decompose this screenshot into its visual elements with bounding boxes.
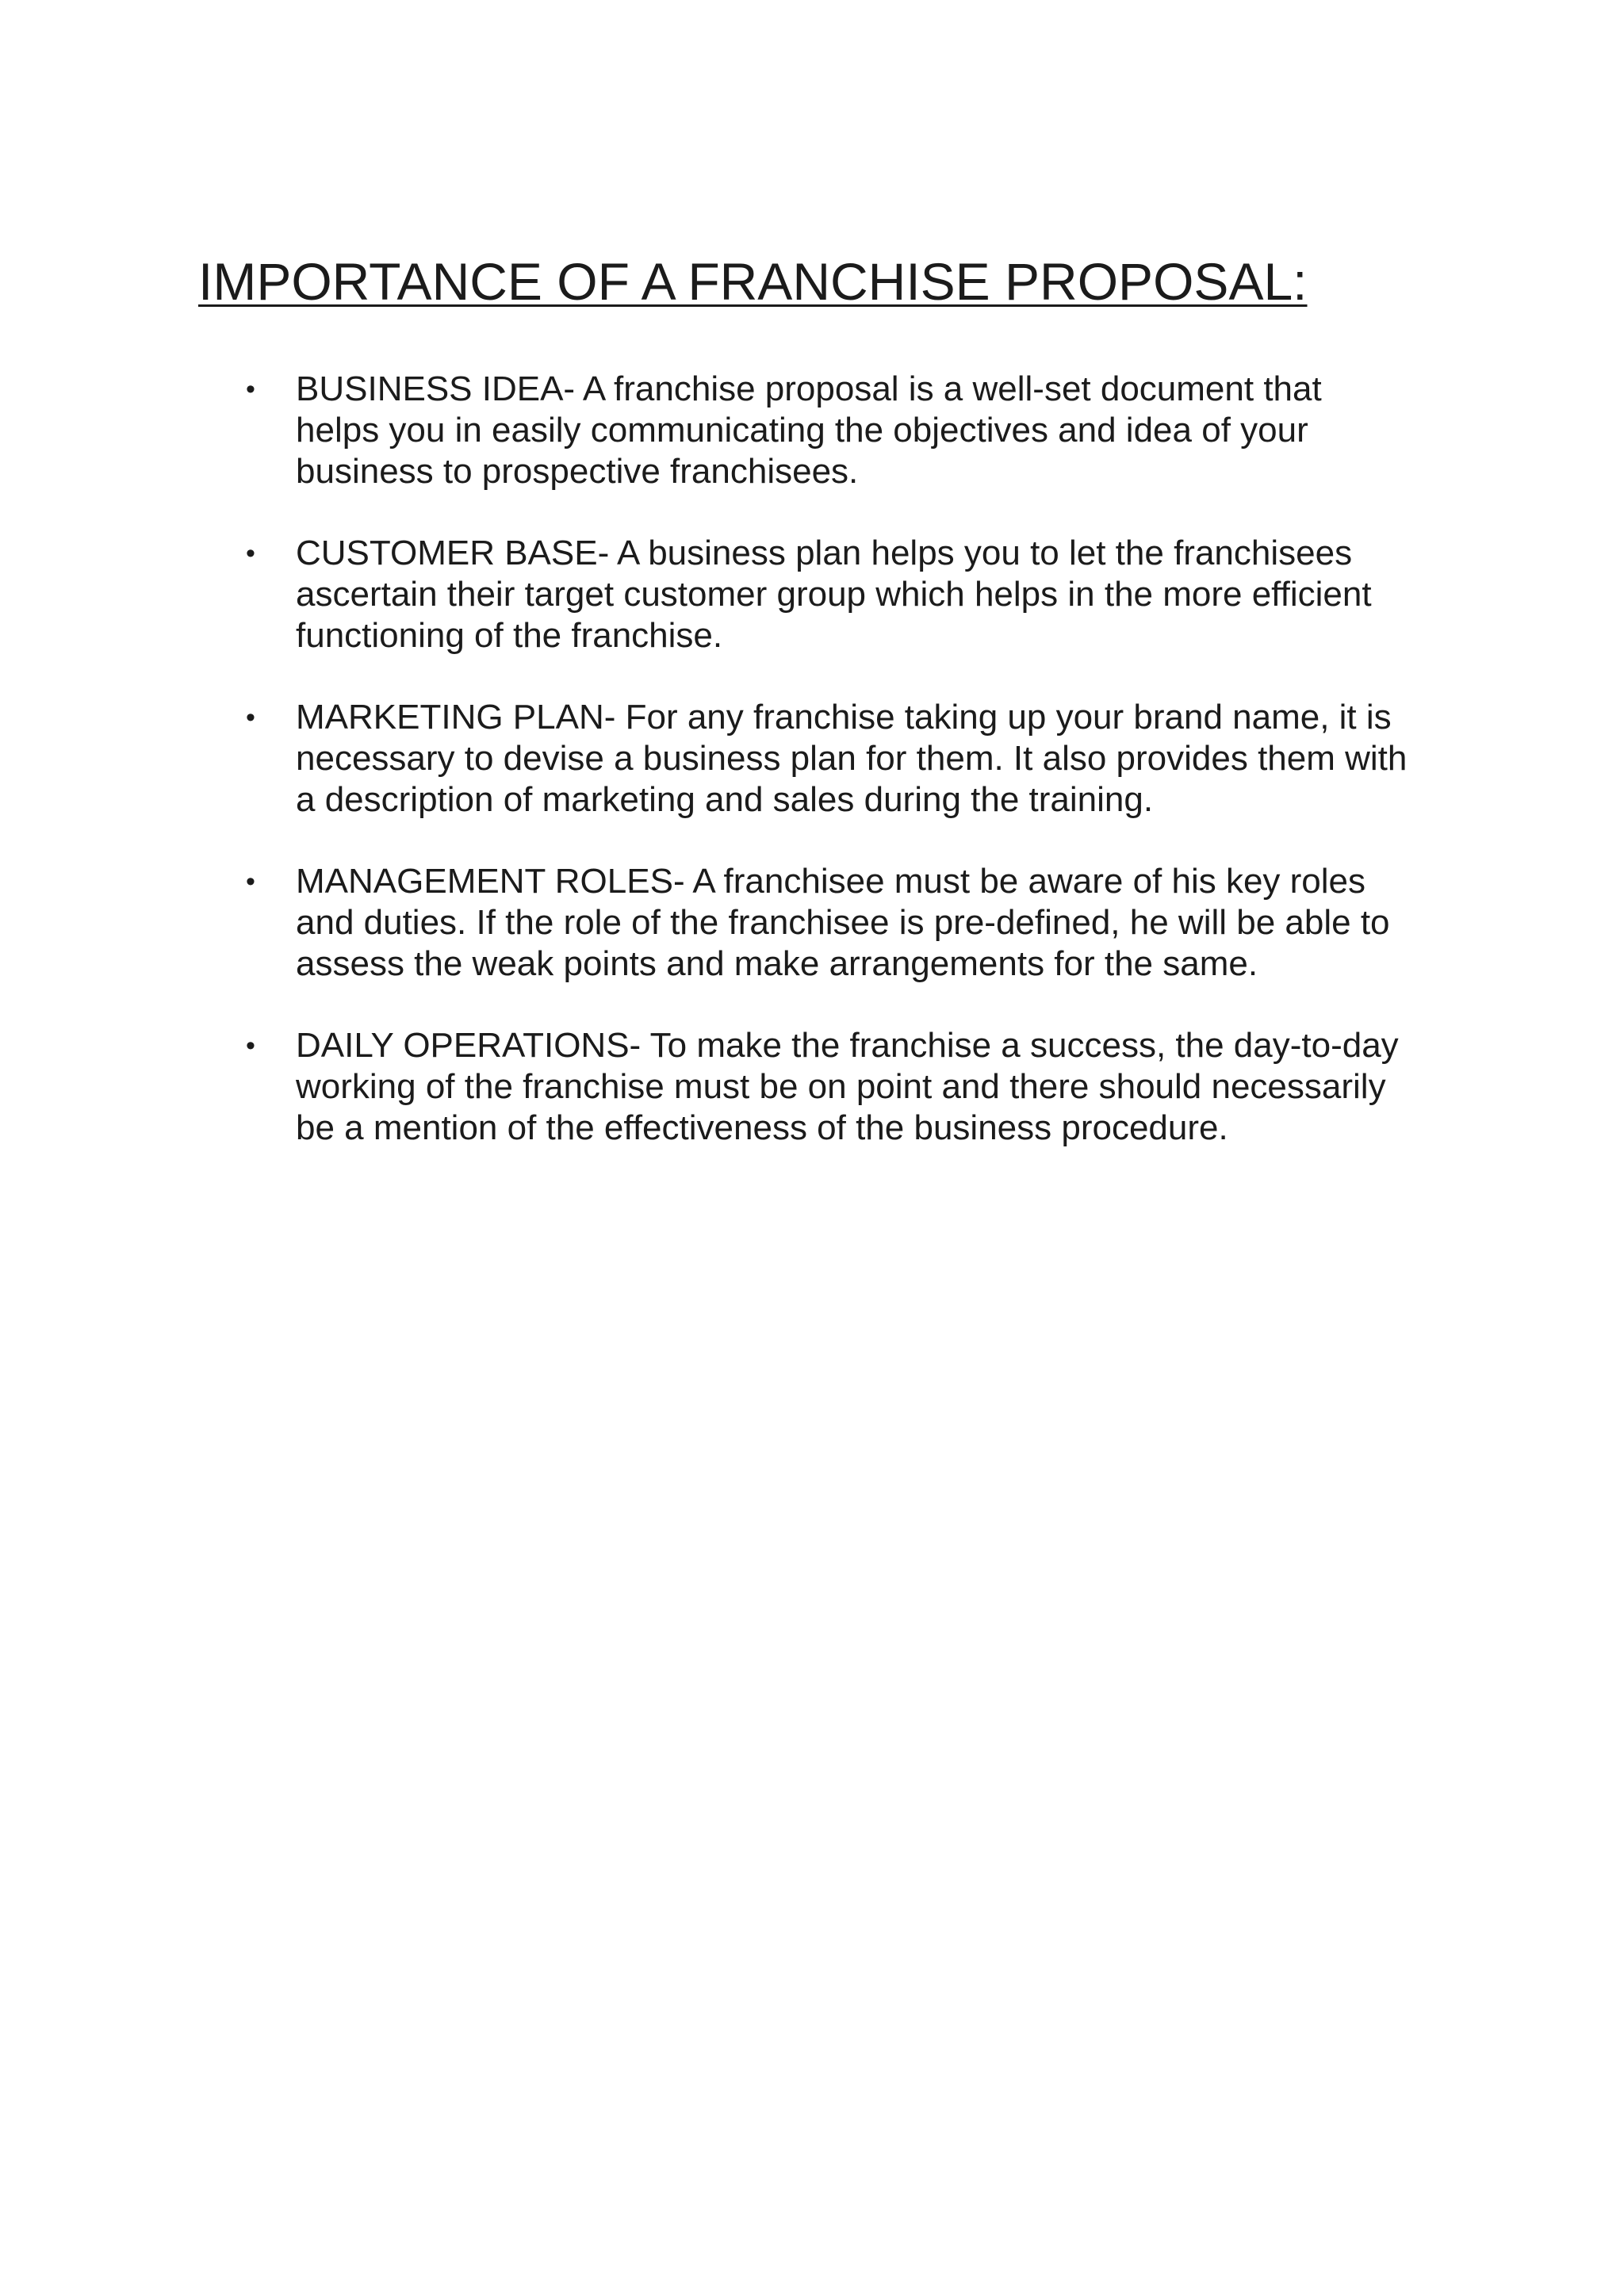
bullet-item-management-roles xyxy=(238,861,1624,985)
bullet-text-line: be a mention of the effectiveness of the business procedure. xyxy=(296,1108,1228,1147)
bullet-text-line: functioning of the franchise. xyxy=(296,616,723,655)
bullet-text-line: and duties. If the role of the franchisee is pre-defined, he will be able to xyxy=(296,903,1390,942)
bullet-icon: • xyxy=(246,702,255,733)
bullet-item-customer-base xyxy=(238,533,1624,656)
bullet-text-line: CUSTOMER BASE- A business plan helps you to let the franchisees xyxy=(296,534,1353,572)
bullet-item-marketing-plan xyxy=(238,697,1624,821)
bullet-text-line: working of the franchise must be on point and there should necessarily xyxy=(296,1067,1386,1106)
bullet-item-business-idea xyxy=(238,369,1624,492)
bullet-text-line: necessary to devise a business plan for them. It also provides them with xyxy=(296,739,1408,778)
bullet-icon: • xyxy=(246,538,255,568)
bullet-text-line: assess the weak points and make arrangements for the same. xyxy=(296,944,1258,983)
bullet-text-line: business to prospective franchisees. xyxy=(296,452,859,491)
bullet-text-line: MANAGEMENT ROLES- A franchisee must be aware of his key roles xyxy=(296,862,1366,901)
bullet-item-daily-operations xyxy=(238,1025,1624,1149)
bullet-icon: • xyxy=(246,374,255,404)
bullet-text-line: BUSINESS IDEA- A franchise proposal is a well-set document that xyxy=(296,369,1322,408)
bullet-text-line: helps you in easily communicating the objectives and idea of your xyxy=(296,411,1308,450)
bullet-list xyxy=(238,369,1451,1189)
bullet-text-line: MARKETING PLAN- For any franchise taking up your brand name, it is xyxy=(296,698,1392,737)
bullet-text-line: ascertain their target customer group which helps in the more efficient xyxy=(296,575,1372,614)
bullet-icon: • xyxy=(246,1031,255,1061)
bullet-text-line: a description of marketing and sales during the training. xyxy=(296,780,1154,819)
document-heading: IMPORTANCE OF A FRANCHISE PROPOSAL: xyxy=(198,252,1308,311)
bullet-text-line: DAILY OPERATIONS- To make the franchise a success, the day-to-day xyxy=(296,1026,1399,1065)
bullet-icon: • xyxy=(246,867,255,897)
